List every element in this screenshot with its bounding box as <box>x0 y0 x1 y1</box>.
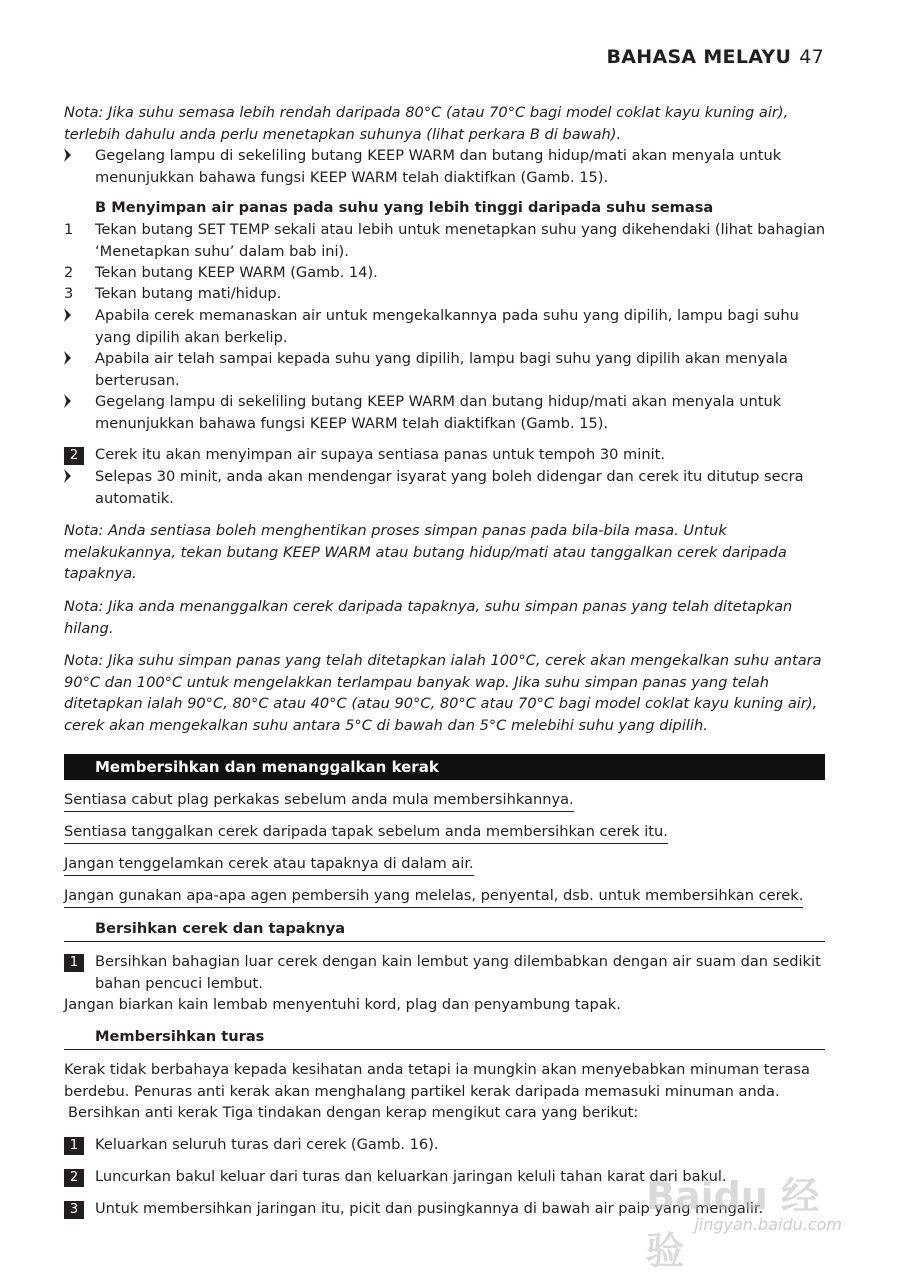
filter-intro: Kerak tidak berbahaya kepada kesihatan anda tetapi ia mungkin akan menyebabkan minuman terasa berdebu. Penuras anti kerak akan menghalang partikel kerak daripada memasuki minuman anda. <box>64 1061 810 1100</box>
note-remove-base: Nota: Jika anda menanggalkan cerek daripada tapaknya, suhu simpan panas yang telah ditetapkan hilang. <box>64 598 793 637</box>
filter-step-1: 1 Keluarkan seluruh turas dari cerek (Gamb. 16). <box>64 1134 826 1156</box>
clean-step-1: 1 Bersihkan bahagian luar cerek dengan kain lembut yang dilembabkan dengan air suam dan sedikit bahan pencuci lembut. <box>64 951 826 994</box>
step-2-keep-hot: 2 Cerek itu akan menyimpan air supaya sentiasa panas untuk tempoh 30 minit. <box>64 444 826 466</box>
filter-step-3: 3 Untuk membersihkan jaringan itu, picit dan pusingkannya di bawah air paip yang mengalir. <box>64 1198 826 1220</box>
bullet-icon <box>64 351 71 365</box>
section-b-heading: B Menyimpan air panas pada suhu yang lebih tinggi daripada suhu semasa <box>95 199 714 216</box>
clean-note: Jangan biarkan kain lembab menyentuhi kord, plag dan penyambung tapak. <box>64 996 621 1013</box>
bullet-icon <box>64 308 71 322</box>
bullet-keep-warm-ring: Gegelang lampu di sekeliling butang KEEP WARM dan butang hidup/mati akan menyala untuk menunjukkan bahawa fungsi KEEP WARM telah diaktifkan (Gamb. 15). <box>64 145 826 188</box>
section-b-step-2: 2 Tekan butang KEEP WARM (Gamb. 14). <box>64 264 378 281</box>
filter-step-2: 2 Luncurkan bakul keluar dari turas dan keluarkan jaringan keluli tahan karat dari bakul. <box>64 1166 826 1188</box>
section-b-step-1: 1 Tekan butang SET TEMP sekali atau lebih untuk menetapkan suhu yang dikehendaki (lihat bahagian ‘Menetapkan suhu’ dalam bab ini). <box>64 221 826 260</box>
watermark-logo: Baidu 经验 <box>646 1174 820 1273</box>
section-b-bullet-1: Apabila cerek memanaskan air untuk mengekalkannya pada suhu yang dipilih, lampu bagi suhu yang dipilih akan berkelip. <box>64 305 826 348</box>
subheading-clean-filter: Membersihkan turas <box>64 1027 825 1050</box>
note-stop-keep-warm: Nota: Anda sentiasa boleh menghentikan proses simpan panas pada bila-bila masa. Untuk melakukannya, tekan butang KEEP WARM atau butang hidup/mati atau tanggalkan cerek daripada tapaknya. <box>64 522 787 582</box>
section-b-step-3: 3 Tekan butang mati/hidup. <box>64 285 282 302</box>
page-header <box>606 46 824 68</box>
section-title-bar: Membersihkan dan menanggalkan kerak <box>64 754 825 780</box>
language-title: BAHASA MELAYU <box>606 46 792 68</box>
bullet-icon <box>64 469 71 483</box>
warning-unplug: Sentiasa cabut plag perkakas sebelum anda mula membersihkannya. <box>64 790 574 812</box>
watermark <box>646 1165 846 1273</box>
bullet-icon <box>64 148 71 162</box>
warning-no-abrasives: Jangan gunakan apa-apa agen pembersih yang melelas, penyental, dsb. untuk membersihkan cerek. <box>64 886 803 908</box>
watermark-url: jingyan.baidu.com <box>694 1215 842 1234</box>
bullet-after-30-min: Selepas 30 minit, anda akan mendengar isyarat yang boleh didengar dan cerek itu ditutup secra automatik. <box>64 466 826 509</box>
bullet-icon <box>64 394 71 408</box>
subheading-clean-kettle: Bersihkan cerek dan tapaknya <box>64 919 825 942</box>
note-current-temp: Nota: Jika suhu semasa lebih rendah daripada 80°C (atau 70°C bagi model coklat kayu kuning air), terlebih dahulu anda perlu menetapkan suhunya (lihat perkara B di bawah). <box>64 104 789 143</box>
warning-do-not-immerse: Jangan tenggelamkan cerek atau tapaknya di dalam air. <box>64 854 474 876</box>
warning-remove-from-base: Sentiasa tanggalkan cerek daripada tapak sebelum anda membersihkan cerek itu. <box>64 822 668 844</box>
note-temperature-range: Nota: Jika suhu simpan panas yang telah ditetapkan ialah 100°C, cerek akan mengekalkan suhu antara 90°C dan 100°C untuk mengelakkan terlampau banyak wap. Jika suhu simpan panas yang telah ditetapkan ialah 90°C, 80°C atau 40°C (atau 90°C, 80°C atau 70°C bagi model coklat kayu kuning air), cerek akan mengekalkan suhu antara 5°C di bawah dan 5°C melebihi suhu yang dipilih. <box>64 652 822 734</box>
section-b-bullet-3: Gegelang lampu di sekeliling butang KEEP WARM dan butang hidup/mati akan menyala untuk menunjukkan bahawa fungsi KEEP WARM telah diaktifkan (Gamb. 15). <box>64 391 826 434</box>
filter-intro-instructions: Bersihkan anti kerak Tiga tindakan dengan kerap mengikut cara yang berikut: <box>68 1104 639 1121</box>
page-number: 47 <box>799 46 824 68</box>
section-b-bullet-2: Apabila air telah sampai kepada suhu yang dipilih, lampu bagi suhu yang dipilih akan menyala berterusan. <box>64 348 826 391</box>
